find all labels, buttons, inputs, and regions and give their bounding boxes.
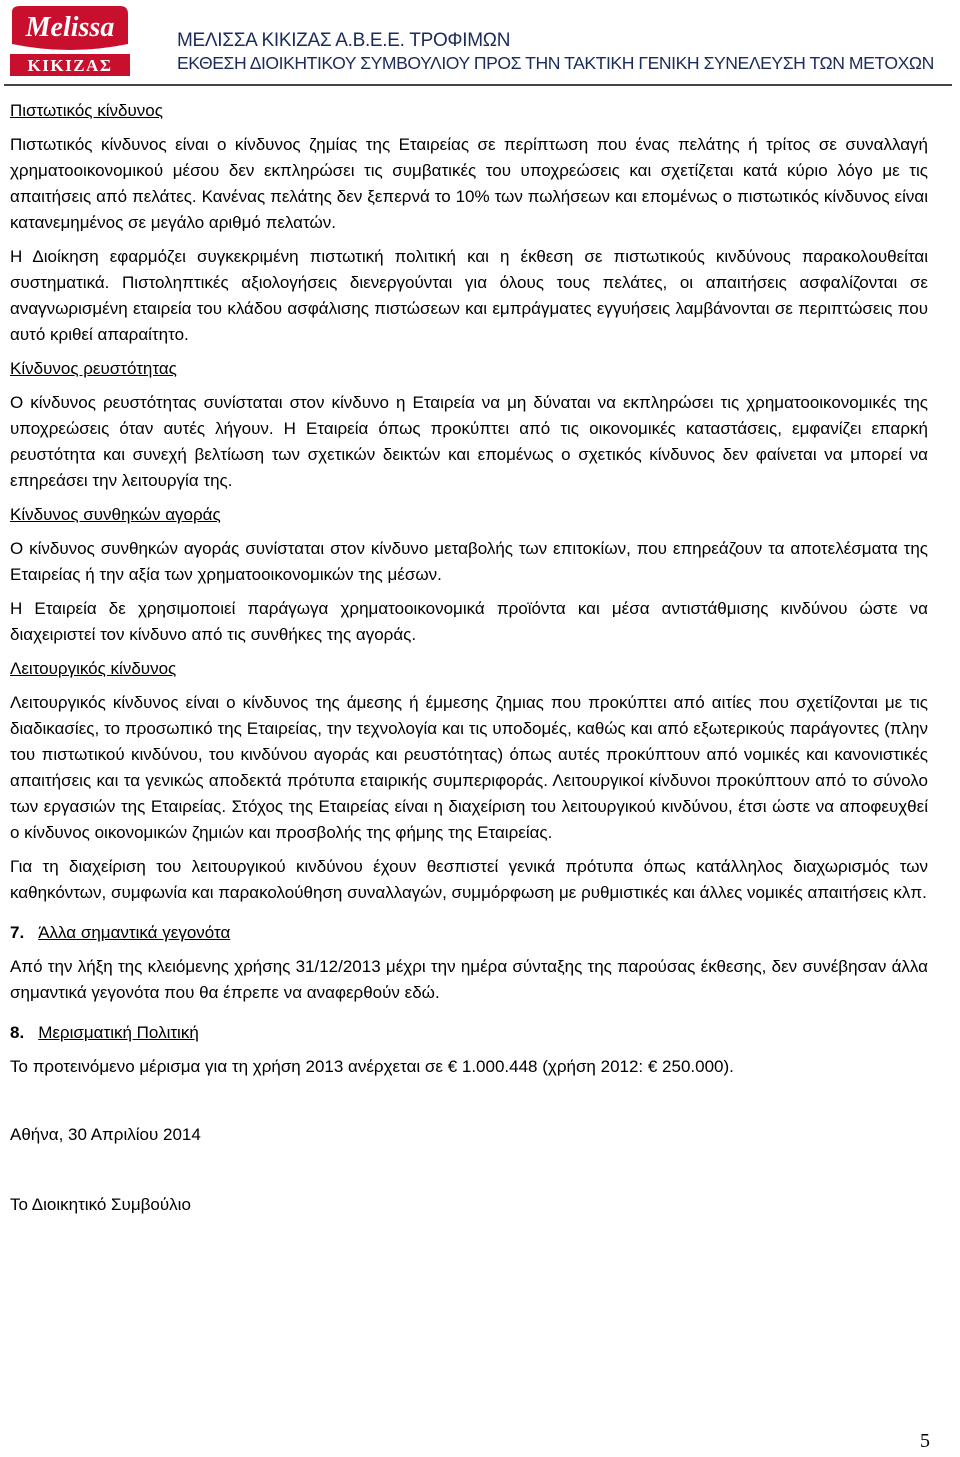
credit-risk-paragraph-1: Πιστωτικός κίνδυνος είναι ο κίνδυνος ζημίας της Εταιρείας σε περίπτωση που ένας πελάτης ή τρίτος σε συναλλαγή χρηματοοικονομικού μέσου δεν εκπληρώσει τις συμβατικές του υποχρεώσεις και σχετίζεται κατά κύριο λόγο με τις απαιτήσεις από πελάτες. Κανένας πελάτης δεν ξεπερνά το 10% των πωλήσεων και επομένως ο πιστωτικός κίνδυνος είναι κατανεμημένος σε μεγάλο αριθμό πελατών. — [10, 135, 928, 232]
closing-place-date: Αθήνα, 30 Απριλίου 2014 — [10, 1125, 201, 1144]
operational-risk-paragraph-1: Λειτουργικός κίνδυνος είναι ο κίνδυνος της άμεσης ή έμμεσης ζημιας που προκύπτει από αιτίες που σχετίζονται με τις διαδικασίες, το προσωπικό της Εταιρείας, την τεχνολογία και τις υποδομές, καθώς και από εξωτερικούς παράγοντες (πλην του πιστωτικού κινδύνου, του κινδύνου αγοράς και ρευστότητας) όπως αυτές προκύπτουν από νομικές και κανονιστικές απαιτήσεις και τα γενικώς αποδεκτά πρότυπα εταιρικής συμπεριφοράς. Λειτουργικοί κίνδυνοι προκύπτουν από το σύνολο των εργασιών της Εταιρείας. Στόχος της Εταιρείας είναι η διαχείριση του λειτουργικού κινδύνου, έτσι ώστε να αποφευχθεί ο κίνδυνος οικονομικών ζημιών και προσβολής της φήμης της Εταιρείας. — [10, 693, 928, 842]
market-risk-paragraph-1: Ο κίνδυνος συνθηκών αγοράς συνίσταται στον κίνδυνο μεταβολής των επιτοκίων, που επηρεάζουν τα αποτελέσματα της Εταιρείας ή την αξία των χρηματοοικονομικών της μέσων. — [10, 539, 928, 584]
svg-text:ΚΙΚΙΖΑΣ: ΚΙΚΙΖΑΣ — [27, 56, 113, 75]
section-7-title: Άλλα σημαντικά γεγονότα — [38, 923, 231, 942]
section-7-number: 7. — [10, 923, 25, 942]
page-number: 5 — [920, 1430, 930, 1452]
operational-risk-paragraph-2: Για τη διαχείριση του λειτουργικού κινδύνου έχουν θεσπιστεί γενικά πρότυπα όπως κατάλληλος διαχωρισμός των καθηκόντων, συμφωνία και παρακολούθηση συναλλαγών, συμμόρφωση με ρυθμιστικές και άλλες νομικές απαιτήσεις κλπ. — [10, 857, 928, 902]
closing-signatory: Το Διοικητικό Συμβούλιο — [10, 1195, 191, 1214]
market-risk-heading: Κίνδυνος συνθηκών αγοράς — [10, 505, 221, 524]
document-body — [10, 98, 928, 1218]
credit-risk-heading: Πιστωτικός κίνδυνος — [10, 101, 163, 120]
report-title: ΕΚΘΕΣΗ ΔΙΟΙΚΗΤΙΚΟΥ ΣΥΜΒΟΥΛΙΟΥ ΠΡΟΣ ΤΗΝ ΤΑΚΤΙΚΗ ΓΕΝΙΚΗ ΣΥΝΕΛΕΥΣΗ ΤΩΝ ΜΕΤΟΧΩΝ — [177, 53, 934, 73]
header-divider — [4, 84, 952, 86]
operational-risk-heading: Λειτουργικός κίνδυνος — [10, 659, 177, 678]
melissa-logo — [6, 4, 134, 78]
page-header — [6, 4, 954, 84]
section-7-paragraph: Από την λήξη της κλειόμενης χρήσης 31/12/2013 μέχρι την ημέρα σύνταξης της παρούσας έκθεσης, δεν συνέβησαν άλλα σημαντικά γεγονότα που θα έπρεπε να αναφερθούν εδώ. — [10, 957, 928, 1002]
credit-risk-paragraph-2: Η Διοίκηση εφαρμόζει συγκεκριμένη πιστωτική πολιτική και η έκθεση σε πιστωτικούς κινδύνους παρακολουθείται συστηματικά. Πιστοληπτικές αξιολογήσεις διενεργούνται για όλους τους πελάτες, οι απαιτήσεις ασφαλίζονται σε αναγνωρισμένη εταιρεία του κλάδου ασφάλισης πιστώσεων και εμπράγματες εγγυήσεις λαμβάνονται σε περιπτώσεις που αυτό κριθεί απαραίτητο. — [10, 247, 928, 344]
company-name: ΜΕΛΙΣΣΑ ΚΙΚΙΖΑΣ Α.Β.Ε.Ε. ΤΡΟΦΙΜΩΝ — [177, 30, 511, 51]
section-7-heading — [10, 920, 928, 946]
market-risk-paragraph-2: Η Εταιρεία δε χρησιμοποιεί παράγωγα χρηματοοικονομικά προϊόντα και μέσα αντιστάθμισης κινδύνου ώστε να διαχειριστεί τον κίνδυνο από τις συνθήκες της αγοράς. — [10, 599, 928, 644]
section-8-title: Μερισματική Πολιτική — [38, 1023, 199, 1042]
section-8-number: 8. — [10, 1023, 25, 1042]
section-8-heading — [10, 1020, 928, 1046]
liquidity-risk-paragraph: Ο κίνδυνος ρευστότητας συνίσταται στον κίνδυνο η Εταιρεία να μη δύναται να εκπληρώσει τις χρηματοοικονομικές της υποχρεώσεις όταν αυτές λήγουν. Η Εταιρεία όπως προκύπτει από τις οικονομικές καταστάσεις, εμφανίζει επαρκή ρευστότητα και συνεχή βελτίωση των σχετικών δεικτών και επομένως ο σχετικός κίνδυνος δεν φαίνεται να μπορεί να επηρεάσει την λειτουργία της. — [10, 393, 928, 490]
svg-text:Melissa: Melissa — [25, 12, 115, 43]
melissa-logo-graphic — [6, 4, 134, 78]
liquidity-risk-heading: Κίνδυνος ρευστότητας — [10, 359, 177, 378]
section-8-paragraph: Το προτεινόμενο μέρισμα για τη χρήση 2013 ανέρχεται σε € 1.000.448 (χρήση 2012: € 250.000). — [10, 1057, 734, 1076]
